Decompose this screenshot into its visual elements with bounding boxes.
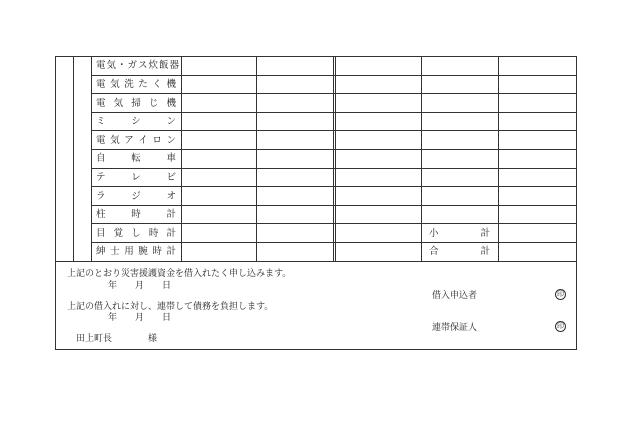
item-label: 紳 士 用 腕 時 計	[96, 246, 176, 258]
item-label: 電気・ガス炊飯器	[96, 60, 181, 72]
column-divider	[256, 56, 257, 261]
seal-mark: 印	[557, 322, 564, 330]
guarantee-date: 年 月 日	[108, 313, 172, 323]
total-label: 合 計	[429, 246, 490, 258]
item-label: 電 気 洗 た く 機	[96, 78, 176, 90]
column-divider	[181, 56, 182, 261]
item-label: ミ シ ン	[96, 116, 176, 128]
addressee: 田上町長 様	[76, 334, 158, 344]
guarantee-statement: 上記の借入れに対し、連帯して債務を負担します。	[67, 302, 274, 312]
column-divider-double	[335, 56, 336, 261]
item-label: テ レ ビ	[96, 171, 176, 183]
seal-mark: 印	[557, 290, 564, 298]
column-divider	[498, 56, 499, 261]
application-statement: 上記のとおり災害援護資金を借入れたく申し込みます。	[67, 269, 292, 279]
guarantor-label: 連帯保証人	[432, 323, 478, 333]
applicant-label: 借入申込者	[432, 291, 478, 301]
application-date: 年 月 日	[108, 281, 172, 291]
outer-bottom-border	[55, 349, 577, 350]
outer-right-border	[576, 56, 577, 350]
item-label: 目 覚 し 時 計	[96, 227, 176, 239]
item-label: 電 気 ア イ ロ ン	[96, 134, 176, 146]
column-divider	[421, 56, 422, 261]
item-label: 自 転 車	[96, 153, 176, 165]
item-label: 電 気 掃 じ 機	[96, 97, 176, 109]
outer-left-border	[55, 56, 56, 349]
item-label: ラ ジ オ	[96, 190, 176, 202]
subtotal-label: 小 計	[429, 227, 490, 239]
column-divider	[73, 56, 74, 261]
column-divider	[91, 56, 92, 261]
row-divider	[55, 261, 576, 262]
item-label: 柱 時 計	[96, 209, 176, 221]
